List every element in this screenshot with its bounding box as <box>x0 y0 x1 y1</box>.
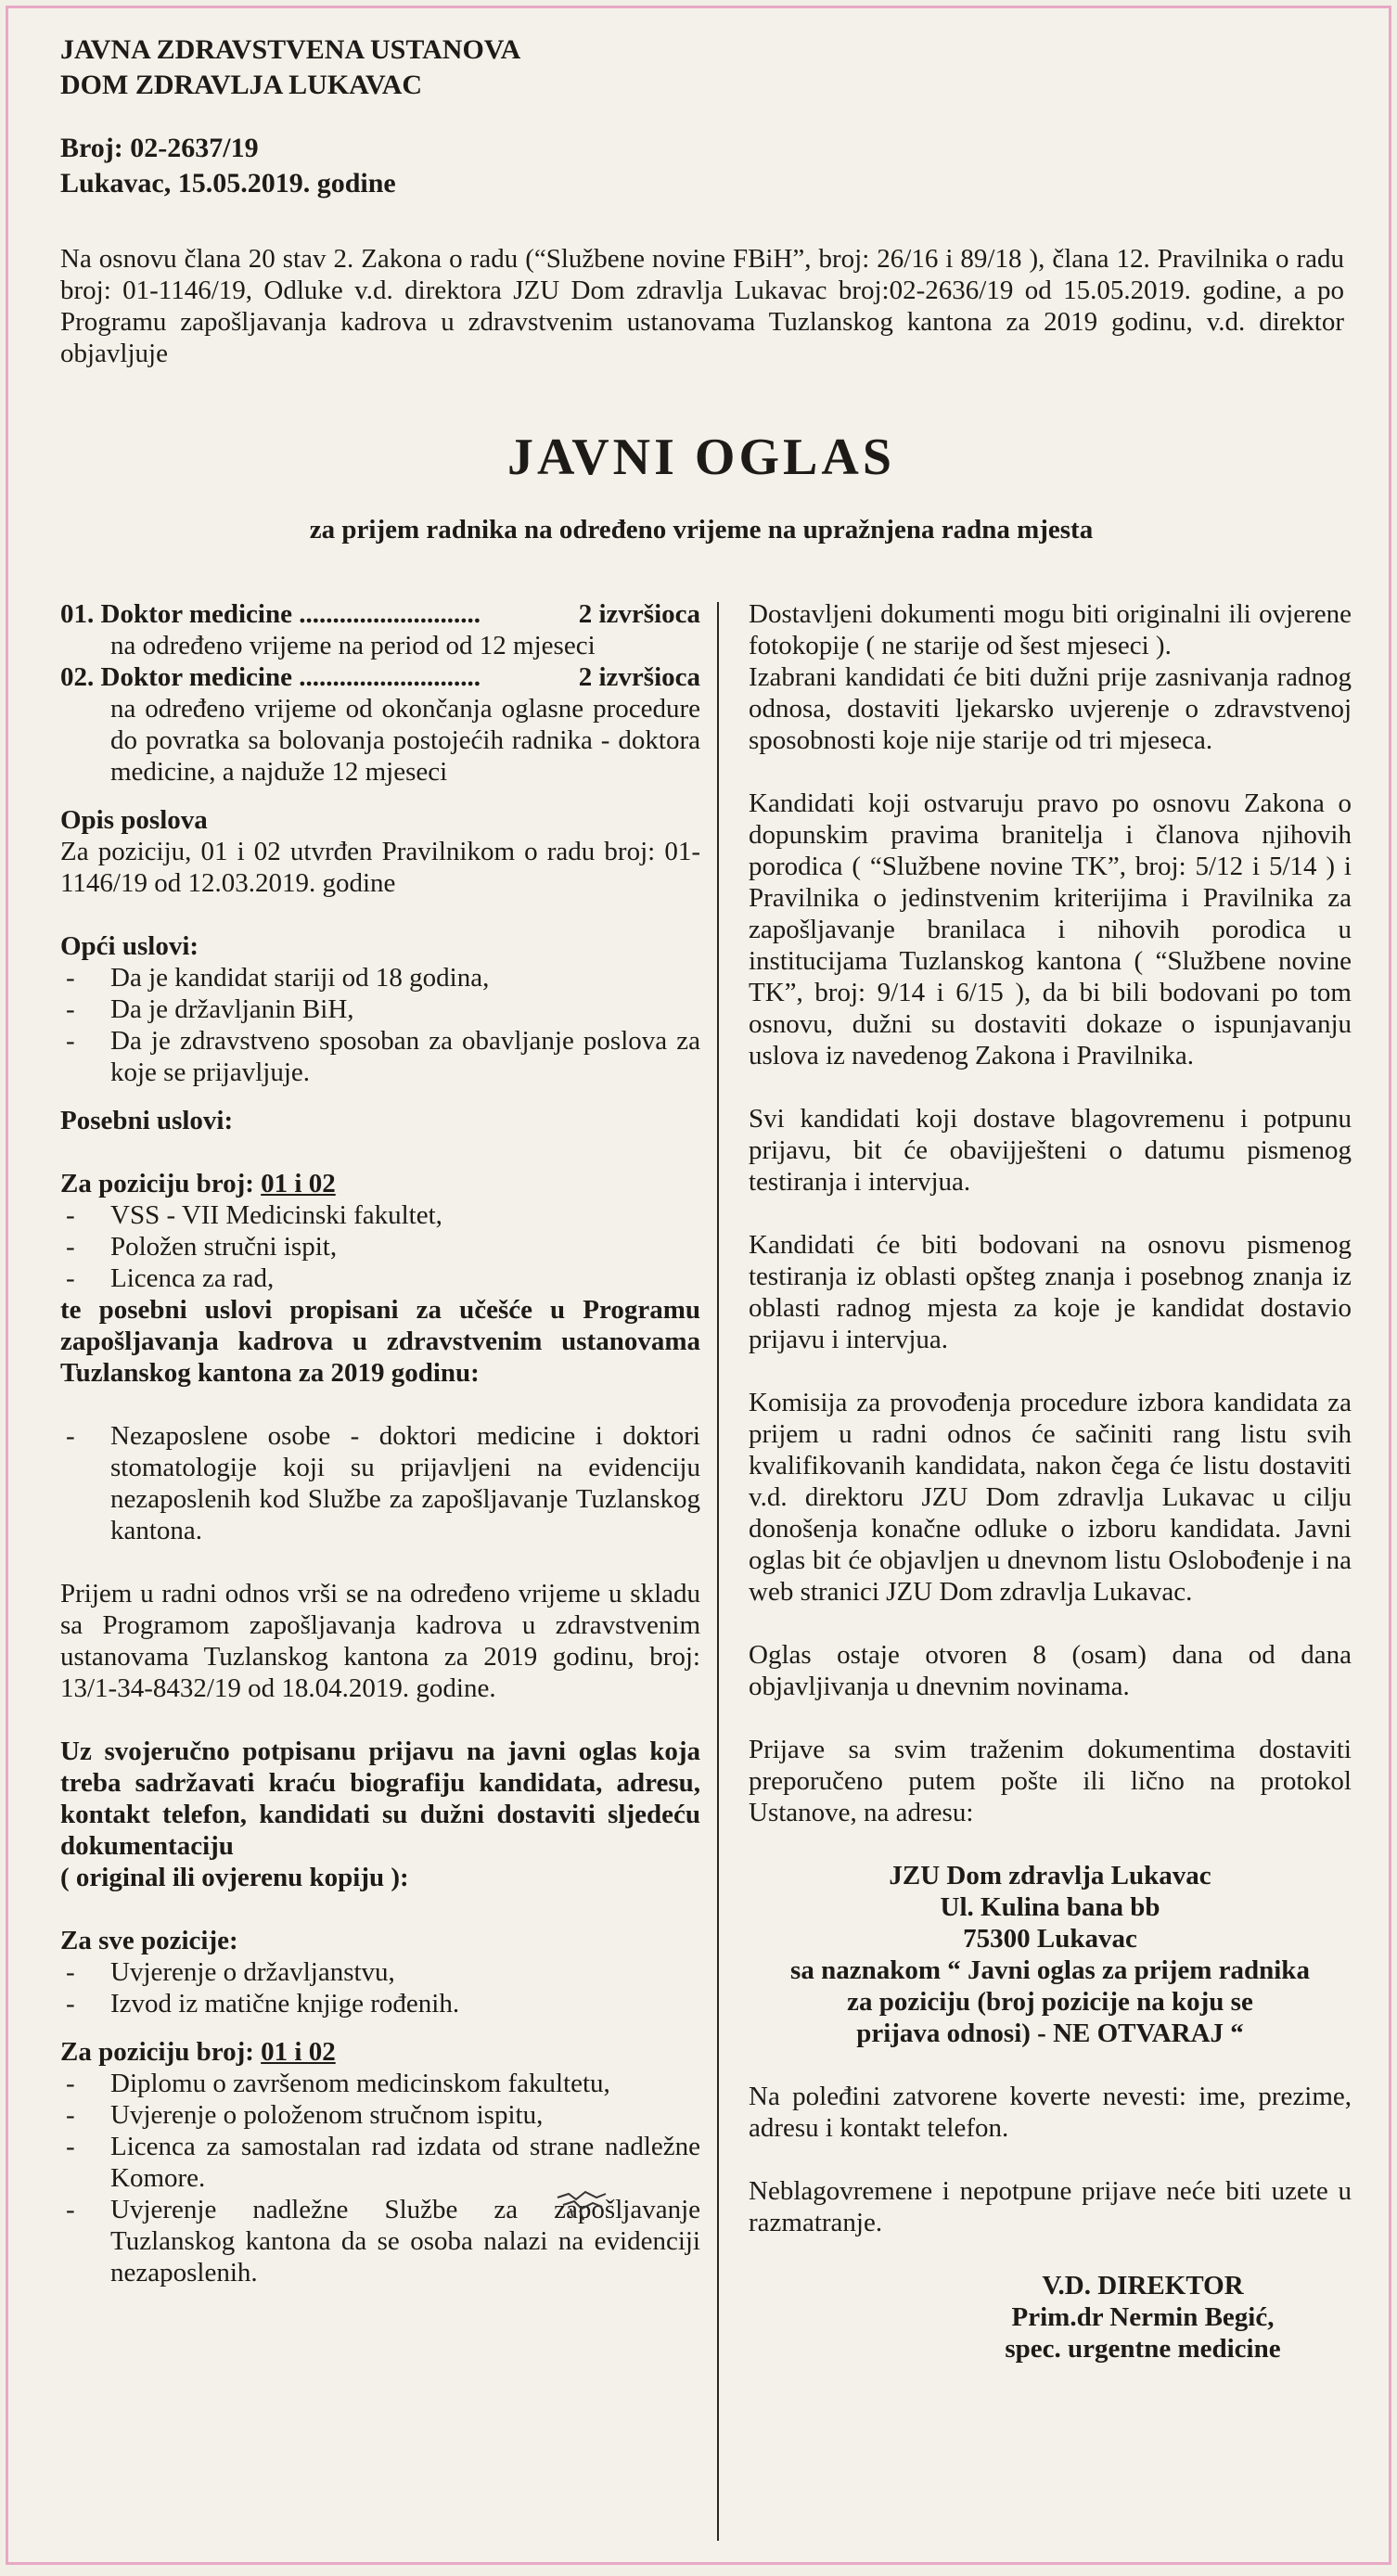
reference-block <box>60 131 396 201</box>
list-item: - Uvjerenje nadležne Službe za zapošljavanje Tuzlanskog kantona da se osoba nalazi na evidenciji nezaposlenih. <box>60 2194 700 2288</box>
address-line: sa naznakom “ Javni oglas za prijem radnika <box>790 1955 1310 1985</box>
paragraph-scoring: Kandidati će biti bodovani na osnovu pismenog testiranja iz oblasti opšteg znanja i posebnog znanja iz oblasti radnog mjesta za koje je kandidat dostavio prijavu i intervjua. <box>749 1230 1352 1354</box>
list-item: - Licenca za rad, <box>60 1262 700 1294</box>
list-item: - Da je državljanin BiH, <box>60 993 700 1025</box>
paragraph-commission: Komisija za provođenja procedure izbora kandidata za prijem u radni odnos će sačiniti rang listu svih kvalifikovanih kandidata, nakon čega će listu dostaviti v.d. direktoru JZU Dom zdravlja Lukavac u cilju donošenja konačne odluke o izboru kandidata. Javni oglas bit će objavljen u dnevnom listu Oslobođenje i na web stranici JZU Dom zdravlja Lukavac. <box>749 1388 1352 1607</box>
mailing-address <box>749 1860 1352 2049</box>
paragraph-open-period: Oglas ostaje otvoren 8 (osam) dana od dana objavljivanja u dnevnim novinama. <box>749 1640 1352 1701</box>
position-1-desc: na određeno vrijeme na period od 12 mjeseci <box>110 631 596 660</box>
special-position-line: Za poziciju broj: 01 i 02 <box>60 1169 336 1198</box>
special-conditions-list <box>60 1199 700 1294</box>
left-column <box>60 598 700 2288</box>
signature-specialty: spec. urgentne medicine <box>1005 2334 1281 2364</box>
list-item: - Položen stručni ispit, <box>60 1231 700 1262</box>
list-item: - Da je kandidat stariji od 18 godina, <box>60 962 700 993</box>
institution-line-1: JAVNA ZDRAVSTVENA USTANOVA <box>60 34 521 65</box>
address-line: za poziciju (broj pozicije na koju se <box>847 1987 1253 2017</box>
list-item: - Licenca za samostalan rad izdata od strane nadležne Komore. <box>60 2131 700 2194</box>
docs-position-line: Za poziciju broj: 01 i 02 <box>60 2037 336 2067</box>
issuer-block <box>60 32 520 103</box>
ad-subtitle: za prijem radnika na određeno vrijeme na upražnjena radna mjesta <box>309 515 1094 545</box>
place-date: Lukavac, 15.05.2019. godine <box>60 168 396 199</box>
paragraph-documents-validity: Dostavljeni dokumenti mogu biti originalni ili ovjerene fotokopije ( ne starije od šest mjeseci ). <box>749 599 1352 660</box>
paragraph-notification: Svi kandidati koji dostave blagovremenu i potpunu prijavu, bit će obavijješteni o datumu pismenog testiranja i intervjua. <box>749 1104 1352 1197</box>
intro-paragraph: Na osnovu člana 20 stav 2. Zakona o radu (“Službene novine FBiH”, broj: 26/16 i 89/18 ), člana 12. Pravilnika o radu broj: 01-1146/19, Odluke v.d. direktora JZU Dom zdravlja Lukavac broj:02-2636/19 od 15.05.2019. godine, a po Programu zapošljavanja kadrova u zdravstvenim ustanovama Tuzlanskog kantona za 2019 godinu, v.d. direktor objavljuje <box>60 244 1344 368</box>
paragraph-envelope: Na poleđini zatvorene koverte nevesti: ime, prezime, adresu i kontakt telefon. <box>749 2082 1352 2143</box>
ink-stamp-mark <box>554 2185 609 2222</box>
application-requirements: Uz svojeručno potpisanu prijavu na javni oglas koja treba sadržavati kraću biografiju kandidata, adresu, kontakt telefon, kandidati su dužni dostaviti sljedeću dokumentaciju <box>60 1737 700 1861</box>
ad-title: JAVNI OGLAS <box>507 429 895 486</box>
list-item: - Da je zdravstveno sposoban za obavljanje poslova za koje se prijavljuje. <box>60 1025 700 1088</box>
documents-list <box>60 2068 700 2288</box>
paragraph-medical-certificate: Izabrani kandidati će biti dužni prije zasnivanja radnog odnosa, dostaviti ljekarsko uvjerenje o zdravstvenoj sposobnosti koje nije starije od tri mjeseca. <box>749 662 1352 755</box>
list-item: - Nezaposlene osobe - doktori medicine i doktori stomatologije koji su prijavljeni na evidenciju nezaposlenih kod Službe za zapošljavanje Tuzlanskog kantona. <box>60 1420 700 1546</box>
list-item: - Diplomu o završenom medicinskom fakultetu, <box>60 2068 700 2099</box>
docs-position-numbers: 01 i 02 <box>261 2037 336 2067</box>
all-positions-list <box>60 1956 700 2019</box>
institution-line-2: DOM ZDRAVLJA LUKAVAC <box>60 70 423 100</box>
special-position-numbers: 01 i 02 <box>261 1169 336 1198</box>
program-conditions-text: te posebni uslovi propisani za učešće u Programu zapošljavanja kadrova u zdravstvenim ustanovama Tuzlanskog kantona za 2019 godinu: <box>60 1295 700 1388</box>
address-line: Ul. Kulina bana bb <box>940 1892 1160 1922</box>
paragraph-late-applications: Neblagovremene i nepotpune prijave neće biti uzete u razmatranje. <box>749 2176 1352 2237</box>
list-item: - Uvjerenje o položenom stručnom ispitu, <box>60 2099 700 2131</box>
job-desc-text: Za poziciju, 01 i 02 utvrđen Pravilnikom o radu broj: 01-1146/19 od 12.03.2019. godine <box>60 837 700 898</box>
document-number: Broj: 02-2637/19 <box>60 133 259 163</box>
general-conditions-heading: Opći uslovi: <box>60 931 199 961</box>
position-1 <box>60 598 700 661</box>
all-positions-heading: Za sve pozicije: <box>60 1926 238 1955</box>
position-2-label: 02. Doktor medicine ........................... <box>60 662 481 692</box>
admission-paragraph: Prijem u radni odnos vrši se na određeno vrijeme u skladu sa Programom zapošljavanja kadrova u zdravstvenim ustanovama Tuzlanskog kantona za 2019 godinu, broj: 13/1-34-8432/19 od 18.04.2019. godine. <box>60 1579 700 1703</box>
list-item: - VSS - VII Medicinski fakultet, <box>60 1199 700 1231</box>
program-conditions-list <box>60 1420 700 1546</box>
address-line: 75300 Lukavac <box>963 1924 1137 1954</box>
position-2-count: 2 izvršioca <box>578 662 700 692</box>
position-2-desc: na određeno vrijeme od okončanja oglasne procedure do povratka sa bolovanja postojećih radnika - doktora medicine, a najduže 12 mjeseci <box>110 694 700 787</box>
column-divider <box>717 602 719 2541</box>
paragraph-submission: Prijave sa svim traženim dokumentima dostaviti preporučeno putem pošte ili lično na protokol Ustanove, na adresu: <box>749 1735 1352 1827</box>
address-line: JZU Dom zdravlja Lukavac <box>889 1861 1211 1890</box>
position-2 <box>60 661 700 788</box>
signature-block <box>749 2270 1352 2365</box>
special-conditions-heading: Posebni uslovi: <box>60 1106 234 1135</box>
application-note: ( original ili ovjerenu kopiju ): <box>60 1863 409 1892</box>
right-column <box>749 598 1352 2365</box>
list-item: - Uvjerenje o državljanstvu, <box>60 1956 700 1988</box>
general-conditions-list <box>60 962 700 1088</box>
paragraph-veterans-rights: Kandidati koji ostvaruju pravo po osnovu Zakona o dopunskim pravima branitelja i članova njihovih porodica ( “Službene novine TK”, broj: 5/12 i 5/14 ) i Pravilnika o jedinstvenim kriterijima i Pravilnika za zapošljavanje branilaca i nihovih porodica u institucijama Tuzlanskog kantona ( “Službene novine TK”, broj: 9/14 i 6/15 ), da bi bili bodovani po tom osnovu, dužni su dostaviti dokaze o ispunjavanju uslova iz navedenog Zakona i Pravilnika. <box>749 788 1352 1070</box>
signature-title: V.D. DIREKTOR <box>1042 2271 1244 2300</box>
job-desc-heading: Opis poslova <box>60 805 208 835</box>
list-item: - Izvod iz matične knjige rođenih. <box>60 1988 700 2019</box>
newspaper-page <box>6 6 1391 2565</box>
position-1-label: 01. Doktor medicine ........................... <box>60 599 481 629</box>
signature-name: Prim.dr Nermin Begić, <box>1011 2302 1275 2332</box>
address-line: prijava odnosi) - NE OTVARAJ “ <box>856 2019 1244 2048</box>
position-1-count: 2 izvršioca <box>578 599 700 629</box>
